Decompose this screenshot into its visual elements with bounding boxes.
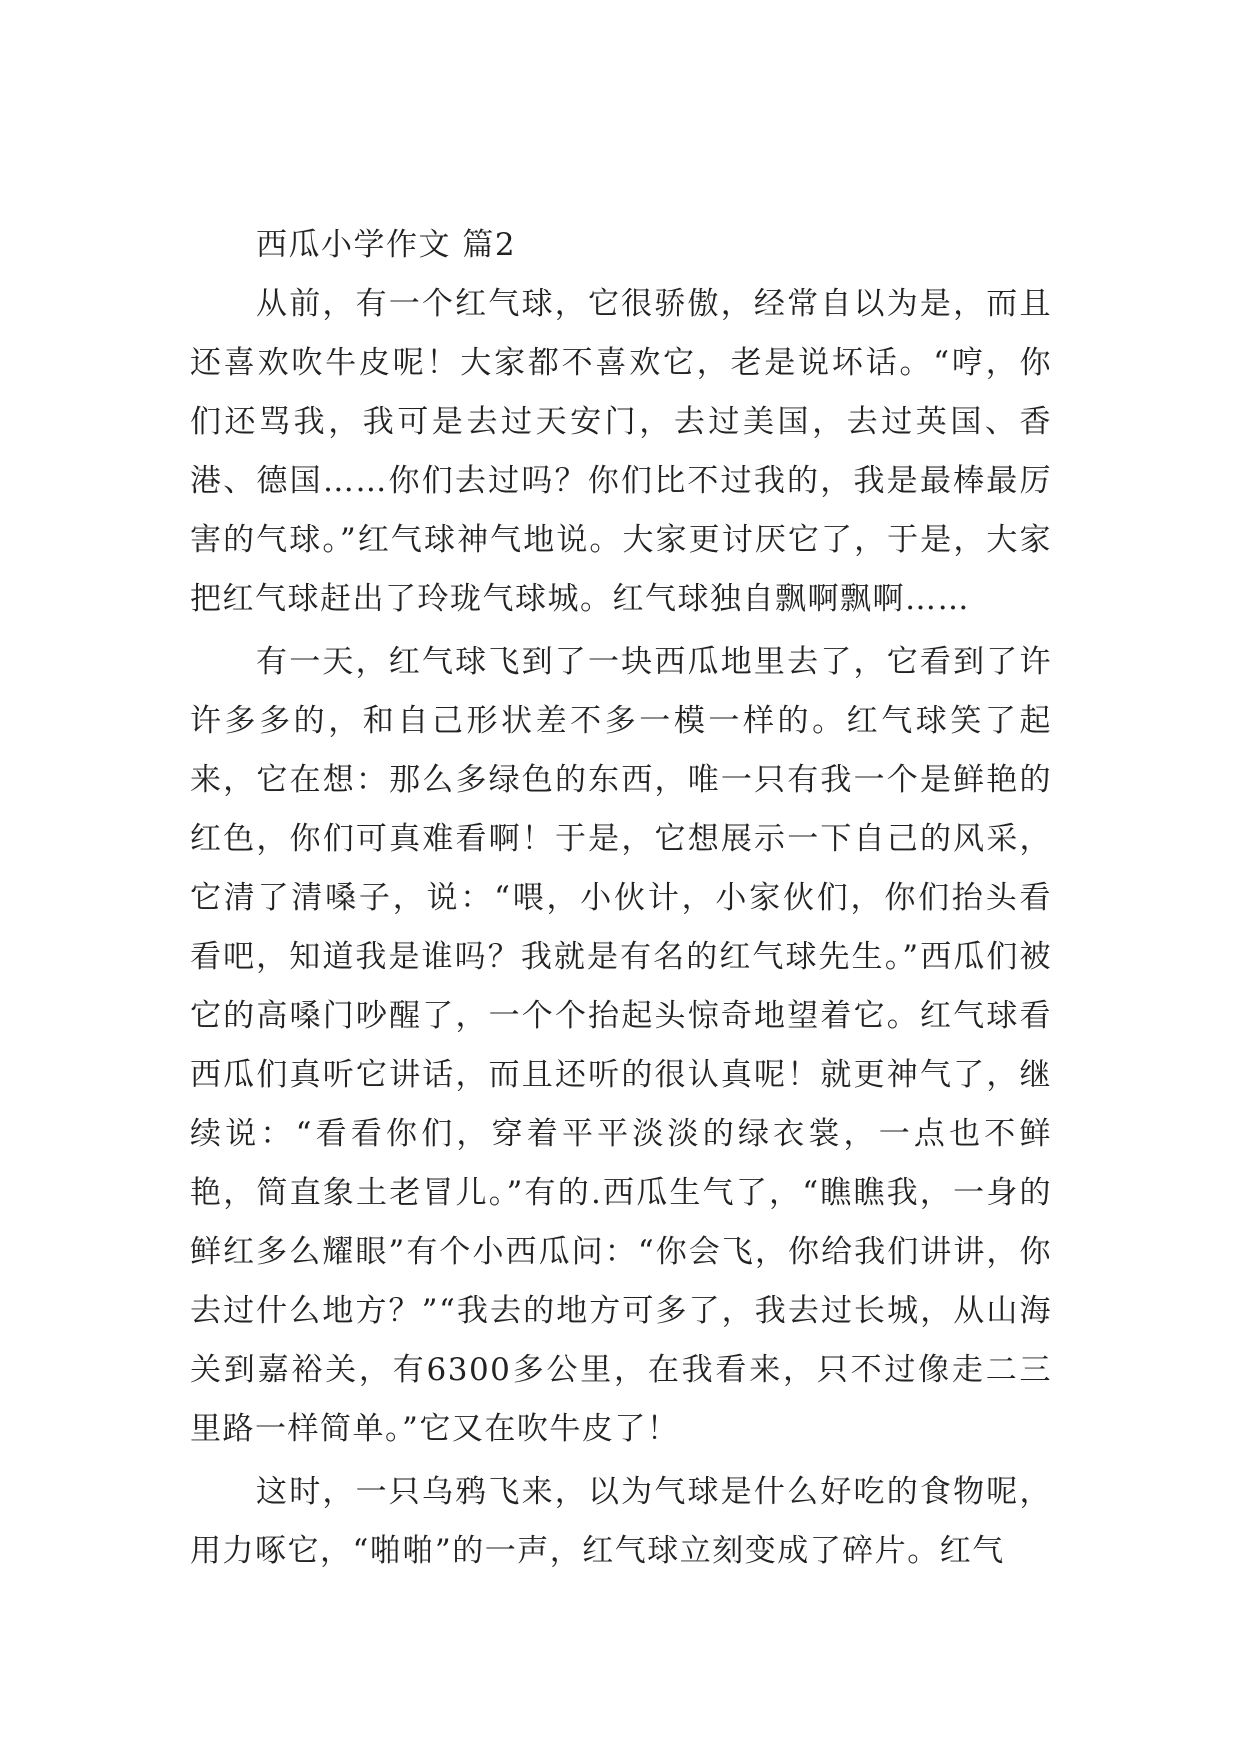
document-body [190,216,1052,1581]
paragraph-1: 从前，有一个红气球，它很骄傲，经常自以为是，而且还喜欢吹牛皮呢！大家都不喜欢它，老是说坏话。“哼，你们还骂我，我可是去过天安门，去过美国，去过英国、香港、德国……你们去过吗？你们比不过我的，我是最棒最厉害的气球。”红气球神气地说。大家更讨厌它了，于是，大家把红气球赶出了玲珑气球城。红气球独自飘啊飘啊…… [190,286,1052,617]
paragraph-2: 有一天，红气球飞到了一块西瓜地里去了，它看到了许许多多的，和自己形状差不多一模一样的。红气球笑了起来，它在想：那么多绿色的东西，唯一只有我一个是鲜艳的红色，你们可真难看啊！于是，它想展示一下自己的风采，它清了清嗓子，说：“喂，小伙计，小家伙们，你们抬头看看吧，知道我是谁吗？我就是有名的红气球先生。”西瓜们被它的高嗓门吵醒了，一个个抬起头惊奇地望着它。红气球看西瓜们真听它讲话，而且还听的很认真呢！就更神气了，继续说：“看看你们，穿着平平淡淡的绿衣裳，一点也不鲜艳，简直象土老冒儿。”有的.西瓜生气了，“瞧瞧我，一身的鲜红多么耀眼”有个小西瓜问：“你会飞，你给我们讲讲，你去过什么地方？”“我去的地方可多了，我去过长城，从山海关到嘉裕关，有6300多公里，在我看来，只不过像走二三里路一样简单。”它又在吹牛皮了！ [190,644,1052,1447]
paragraph-3: 这时，一只乌鸦飞来，以为气球是什么好吃的食物呢，用力啄它，“啪啪”的一声，红气球立刻变成了碎片。红气 [190,1474,1052,1569]
document-title: 西瓜小学作文 篇2 [256,227,517,263]
